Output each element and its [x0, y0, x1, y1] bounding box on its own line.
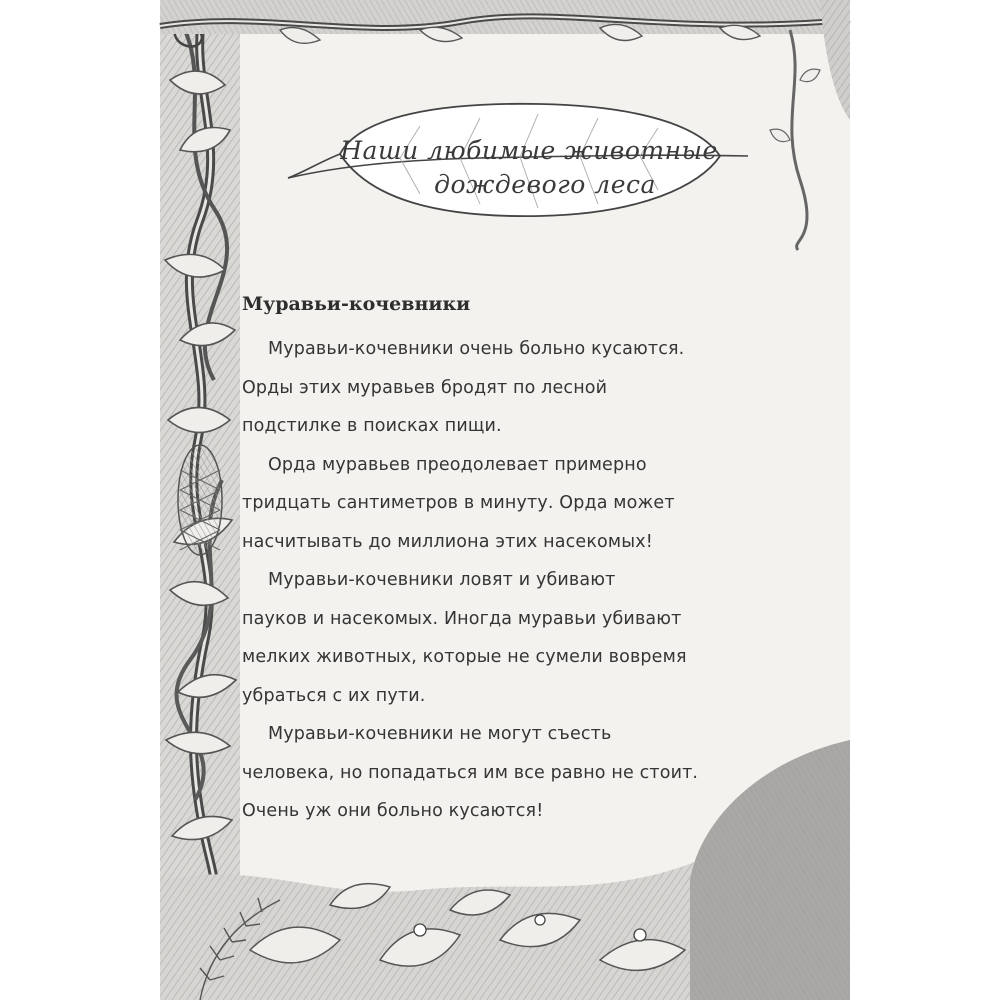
- paragraph: [242, 561, 782, 715]
- leaf-title-line-2: дождевого леса: [434, 170, 656, 199]
- section-heading: Муравьи-кочевники: [242, 293, 471, 315]
- text-line: Очень уж они больно кусаются!: [242, 801, 544, 821]
- text-line: тридцать сантиметров в минуту. Орда может: [242, 493, 675, 513]
- paragraph: [242, 446, 782, 562]
- text-line: Орда муравьев преодолевает примерно: [268, 454, 647, 475]
- text-line: убраться с их пути.: [242, 685, 426, 706]
- leaf-title-line-1: Наши любимые животные: [340, 136, 718, 165]
- jungle-border-left: [160, 0, 240, 1000]
- text-line: Муравьи-кочевники не могут съесть: [268, 724, 612, 744]
- text-line: насчитывать до миллиона этих насекомых!: [242, 531, 653, 552]
- text-line: Муравьи-кочевники очень больно кусаются.: [268, 339, 685, 359]
- text-line: Муравьи-кочевники ловят и убивают: [268, 570, 616, 590]
- paragraph: [242, 330, 782, 446]
- text-line: подстилке в поисках пищи.: [242, 416, 502, 436]
- paragraph: [242, 715, 782, 831]
- text-line: пауков и насекомых. Иногда муравьи убивают: [242, 608, 682, 629]
- jungle-border-right: [820, 0, 850, 120]
- text-line: человека, но попадаться им все равно не стоит.: [242, 762, 699, 783]
- text-line: мелких животных, которые не сумели вовремя: [242, 647, 687, 667]
- article-body: [242, 290, 782, 831]
- title-leaf-banner: [280, 96, 750, 226]
- text-line: Орды этих муравьев бродят по лесной: [242, 377, 608, 398]
